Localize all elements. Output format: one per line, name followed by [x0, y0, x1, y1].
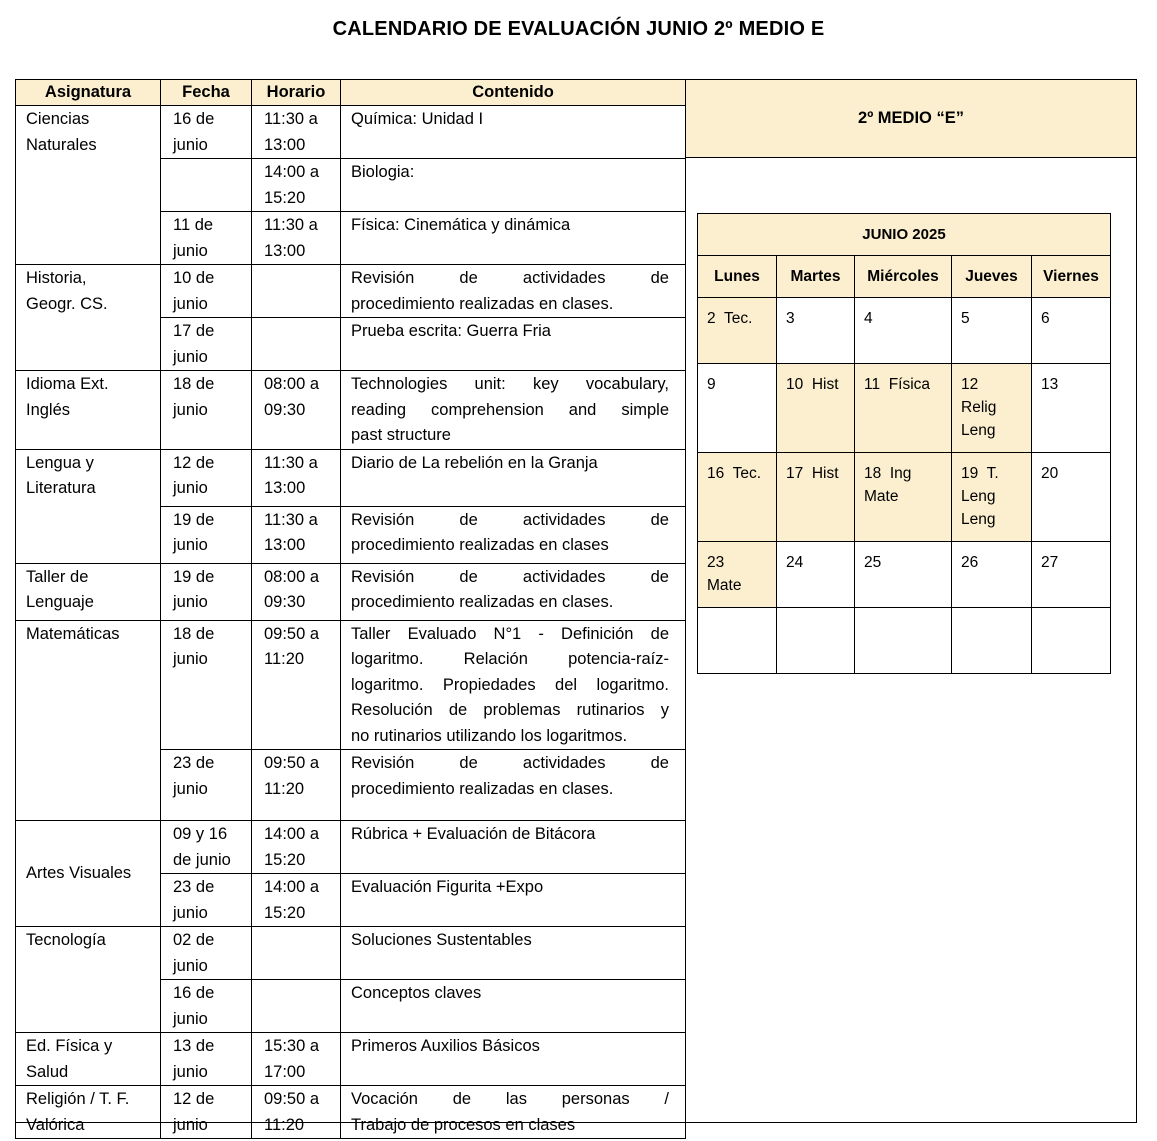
content-line: procedimiento realizadas en clases.	[351, 294, 614, 313]
subject-cell	[16, 563, 161, 620]
subject-cell	[16, 106, 161, 265]
calendar-day-line: 4	[864, 310, 873, 327]
date-line: junio	[173, 779, 208, 798]
time-line: 09:50 a	[264, 1090, 320, 1108]
table-row	[16, 563, 686, 620]
header-time: Horario	[252, 80, 341, 106]
calendar-day-cell	[1032, 298, 1111, 364]
time-line: 09:30	[264, 593, 306, 611]
content-cell	[341, 563, 686, 620]
time-line: 15:30 a	[264, 1037, 320, 1055]
table-row	[16, 265, 686, 318]
content-line: Física: Cinemática y dinámica	[351, 216, 571, 234]
calendar-day-line: 12	[961, 376, 979, 393]
time-line: 09:30	[264, 400, 306, 419]
time-line: 11:30 a	[264, 510, 318, 529]
calendar-day-cell	[698, 364, 777, 453]
date-cell	[161, 212, 252, 265]
time-line: 11:30 a	[264, 216, 318, 234]
content-line: logaritmo. Propiedades del logaritmo.	[351, 675, 669, 694]
subject-cell	[16, 449, 161, 563]
time-line: 11:30 a	[264, 453, 318, 472]
date-cell	[161, 927, 252, 980]
time-line: 11:20	[264, 650, 305, 668]
calendar-day-cell	[855, 608, 952, 674]
time-line: 11:30 a	[264, 110, 318, 128]
date-line: junio	[173, 135, 208, 154]
subject-cell	[16, 265, 161, 371]
calendar-day-cell	[777, 608, 855, 674]
subject-line: Valórica	[26, 1115, 85, 1134]
date-cell	[161, 371, 252, 450]
calendar-day-line: 11 Física	[864, 376, 931, 393]
date-line: 13 de	[173, 1037, 215, 1055]
calendar-day-cell	[855, 364, 952, 453]
date-line: junio	[173, 650, 208, 668]
content-cell	[341, 874, 686, 927]
date-line: junio	[173, 1009, 208, 1028]
date-cell	[161, 106, 252, 159]
calendar-day-line: 16 Tec.	[707, 465, 762, 482]
calendar-week	[698, 364, 1111, 453]
content-line: Diario de La rebelión en la Granja	[351, 453, 598, 472]
date-line: 19 de	[173, 510, 215, 529]
subject-line: Artes Visuales	[26, 864, 132, 883]
weekday-header: Lunes	[698, 256, 777, 298]
time-cell	[252, 318, 341, 371]
content-cell	[341, 620, 686, 750]
weekday-header: Miércoles	[855, 256, 952, 298]
calendar-day-cell	[952, 608, 1032, 674]
date-line: junio	[173, 347, 208, 366]
calendar-day-line: 19 T.	[961, 465, 999, 482]
content-line: Rúbrica + Evaluación de Bitácora	[351, 825, 596, 843]
content-cell	[341, 821, 686, 874]
table-row	[16, 620, 686, 750]
content-cell	[341, 980, 686, 1033]
content-cell	[341, 506, 686, 563]
subject-cell	[16, 1033, 161, 1086]
calendar-day-line: 17 Hist	[786, 465, 839, 482]
subject-line: Historia,	[26, 269, 87, 287]
table-row	[16, 821, 686, 874]
calendar-day-line: 25	[864, 554, 882, 571]
date-line: junio	[173, 903, 208, 922]
date-line: de junio	[173, 850, 231, 869]
time-cell	[252, 980, 341, 1033]
time-cell	[252, 1033, 341, 1086]
time-cell	[252, 927, 341, 980]
weekday-header: Jueves	[952, 256, 1032, 298]
content-cell	[341, 927, 686, 980]
subject-cell	[16, 371, 161, 450]
content-line: Resolución de problemas rutinarios y	[351, 701, 669, 719]
content-line: reading comprehension and simple	[351, 400, 669, 419]
date-line: 19 de	[173, 567, 215, 586]
date-cell	[161, 506, 252, 563]
calendar-day-line: 26	[961, 554, 979, 571]
subject-line: Ed. Física y	[26, 1037, 113, 1055]
calendar-day-line: 13	[1041, 376, 1059, 393]
subject-line: Taller de	[26, 567, 89, 586]
time-cell	[252, 449, 341, 506]
date-cell	[161, 874, 252, 927]
content-cell	[341, 371, 686, 450]
time-cell	[252, 874, 341, 927]
time-cell	[252, 159, 341, 212]
page-title: CALENDARIO DE EVALUACIÓN JUNIO 2º MEDIO E	[332, 18, 825, 40]
calendar-day-line: Leng	[961, 422, 996, 439]
calendar-day-cell	[698, 453, 777, 542]
time-line: 15:20	[264, 903, 306, 922]
calendar-day-line: Mate	[864, 488, 899, 505]
calendar-day-line: 20	[1041, 465, 1059, 482]
content-line: procedimiento realizadas en clases	[351, 536, 609, 554]
date-line: 18 de	[173, 375, 215, 393]
date-line: junio	[173, 956, 208, 975]
time-cell	[252, 106, 341, 159]
time-cell	[252, 506, 341, 563]
subject-line: Idioma Ext.	[26, 375, 109, 393]
time-cell	[252, 563, 341, 620]
content-cell	[341, 265, 686, 318]
header-subject: Asignatura	[16, 80, 161, 106]
content-line: Taller Evaluado N°1 - Definición de	[351, 624, 669, 643]
date-cell	[161, 1086, 252, 1139]
subject-line: Geogr. CS.	[26, 294, 108, 313]
time-line: 13:00	[264, 241, 306, 260]
time-cell	[252, 1086, 341, 1139]
evaluation-table-header	[16, 80, 686, 106]
calendar-day-cell	[1032, 453, 1111, 542]
date-cell	[161, 159, 252, 212]
time-line: 13:00	[264, 536, 306, 554]
header-date: Fecha	[161, 80, 252, 106]
content-line: Revisión de actividades de	[351, 269, 669, 287]
time-line: 08:00 a	[264, 375, 320, 393]
content-line: Revisión de actividades de	[351, 754, 669, 772]
date-line: junio	[173, 1115, 208, 1134]
time-line: 11:20	[264, 1115, 305, 1134]
date-cell	[161, 449, 252, 506]
time-line: 14:00 a	[264, 825, 320, 843]
evaluation-table	[15, 79, 686, 1139]
subject-line: Tecnología	[26, 931, 106, 949]
content-line: procedimiento realizadas en clases.	[351, 779, 614, 798]
time-line: 17:00	[264, 1062, 306, 1081]
date-line: junio	[173, 593, 208, 611]
calendar-day-cell	[952, 453, 1032, 542]
content-cell	[341, 212, 686, 265]
subject-cell	[16, 927, 161, 1033]
content-line: Trabajo de procesos en clases	[351, 1115, 576, 1134]
calendar-day-cell	[698, 542, 777, 608]
subject-cell	[16, 1086, 161, 1139]
subject-line: Literatura	[26, 479, 96, 497]
content-cell	[341, 106, 686, 159]
time-cell	[252, 212, 341, 265]
date-line: 09 y 16	[173, 825, 228, 843]
calendar-day-cell	[855, 453, 952, 542]
content-line: Biologia:	[351, 163, 415, 181]
date-line: 11 de	[173, 216, 214, 234]
content-line: Revisión de actividades de	[351, 510, 669, 529]
calendar-day-line: 6	[1041, 310, 1050, 327]
time-line: 15:20	[264, 188, 306, 207]
content-cell	[341, 318, 686, 371]
content-line: Primeros Auxilios Básicos	[351, 1037, 540, 1055]
subject-line: Salud	[26, 1062, 69, 1081]
calendar-week	[698, 542, 1111, 608]
calendar-day-cell	[1032, 364, 1111, 453]
date-cell	[161, 821, 252, 874]
date-line: 10 de	[173, 269, 215, 287]
time-line: 13:00	[264, 479, 306, 497]
subject-cell	[16, 620, 161, 821]
june-calendar	[697, 213, 1111, 674]
calendar-day-cell	[698, 608, 777, 674]
calendar-day-line: 5	[961, 310, 970, 327]
content-line: Technologies unit: key vocabulary,	[351, 375, 669, 393]
content-line: Química: Unidad I	[351, 110, 484, 128]
calendar-day-cell	[952, 542, 1032, 608]
content-line: Revisión de actividades de	[351, 567, 669, 586]
calendar-day-cell	[952, 364, 1032, 453]
date-line: junio	[173, 1062, 208, 1081]
calendar-day-cell	[855, 542, 952, 608]
date-line: junio	[173, 241, 208, 260]
time-line: 11:20	[264, 779, 305, 798]
content-line: Soluciones Sustentables	[351, 931, 532, 949]
calendar-day-line: Leng	[961, 511, 996, 528]
date-cell	[161, 620, 252, 750]
content-cell	[341, 159, 686, 212]
date-cell	[161, 1033, 252, 1086]
time-line: 15:20	[264, 850, 306, 869]
calendar-day-cell	[1032, 542, 1111, 608]
content-line: Prueba escrita: Guerra Fria	[351, 322, 551, 340]
subject-line: Naturales	[26, 135, 97, 154]
date-line: 23 de	[173, 878, 215, 896]
calendar-day-line: 23	[707, 554, 725, 571]
calendar-week	[698, 608, 1111, 674]
calendar-month-title: JUNIO 2025	[698, 214, 1111, 256]
content-line: logaritmo. Relación potencia-raíz-	[351, 650, 669, 668]
date-line: 16 de	[173, 110, 215, 128]
calendar-day-line: 9	[707, 376, 716, 393]
calendar-day-cell	[698, 298, 777, 364]
time-line: 09:50 a	[264, 754, 320, 772]
time-cell	[252, 750, 341, 821]
date-cell	[161, 318, 252, 371]
subject-cell	[16, 821, 161, 927]
subject-line: Inglés	[26, 400, 71, 419]
calendar-day-line: 2 Tec.	[707, 310, 753, 327]
date-line: junio	[173, 536, 208, 554]
date-line: 16 de	[173, 984, 215, 1002]
time-line: 13:00	[264, 135, 306, 154]
date-cell	[161, 563, 252, 620]
calendar-day-cell	[777, 298, 855, 364]
table-row	[16, 927, 686, 980]
content-line: Evaluación Figurita +Expo	[351, 878, 544, 896]
date-cell	[161, 265, 252, 318]
content-line: Vocación de las personas /	[351, 1090, 669, 1108]
date-line: junio	[173, 400, 208, 419]
weekday-header: Martes	[777, 256, 855, 298]
date-line: 18 de	[173, 624, 215, 643]
table-row	[16, 371, 686, 450]
course-label: 2º MEDIO “E”	[685, 79, 1137, 158]
content-line: no rutinarios utilizando los logaritmos.	[351, 726, 628, 745]
content-line: procedimiento realizadas en clases.	[351, 593, 614, 611]
date-cell	[161, 980, 252, 1033]
date-line: 12 de	[173, 453, 215, 472]
calendar-day-cell	[777, 542, 855, 608]
weekday-header: Viernes	[1032, 256, 1111, 298]
content-line: past structure	[351, 426, 451, 444]
content-line: Conceptos claves	[351, 984, 482, 1002]
subject-line: Ciencias	[26, 110, 90, 128]
subject-line: Lengua y	[26, 453, 94, 472]
calendar-day-line: 18 Ing	[864, 465, 912, 482]
content-cell	[341, 750, 686, 821]
header-content: Contenido	[341, 80, 686, 106]
table-row	[16, 1033, 686, 1086]
calendar-day-cell	[777, 453, 855, 542]
time-cell	[252, 821, 341, 874]
calendar-day-line: 27	[1041, 554, 1059, 571]
calendar-week	[698, 298, 1111, 364]
calendar-day-cell	[855, 298, 952, 364]
subject-line: Religión / T. F.	[26, 1090, 130, 1108]
time-cell	[252, 620, 341, 750]
table-row	[16, 106, 686, 159]
calendar-day-line: Leng	[961, 488, 996, 505]
date-line: junio	[173, 294, 208, 313]
date-line: 12 de	[173, 1090, 215, 1108]
calendar-week	[698, 453, 1111, 542]
date-line: 23 de	[173, 754, 215, 772]
time-line: 09:50 a	[264, 624, 320, 643]
time-line: 14:00 a	[264, 878, 320, 896]
content-cell	[341, 449, 686, 506]
time-line: 08:00 a	[264, 567, 320, 586]
content-cell	[341, 1033, 686, 1086]
calendar-day-line: 24	[786, 554, 804, 571]
time-cell	[252, 265, 341, 318]
subject-line: Matemáticas	[26, 624, 120, 643]
content-cell	[341, 1086, 686, 1139]
calendar-day-cell	[952, 298, 1032, 364]
calendar-day-line: Relig	[961, 399, 997, 416]
time-cell	[252, 371, 341, 450]
calendar-day-line: 10 Hist	[786, 376, 839, 393]
time-line: 14:00 a	[264, 163, 320, 181]
table-row	[16, 1086, 686, 1139]
calendar-day-cell	[1032, 608, 1111, 674]
calendar-day-cell	[777, 364, 855, 453]
date-cell	[161, 750, 252, 821]
date-line: 17 de	[173, 322, 215, 340]
date-line: junio	[173, 479, 208, 497]
subject-line: Lenguaje	[26, 593, 94, 611]
table-row	[16, 449, 686, 506]
date-line: 02 de	[173, 931, 215, 949]
calendar-day-line: Mate	[707, 577, 742, 594]
calendar-day-line: 3	[786, 310, 795, 327]
